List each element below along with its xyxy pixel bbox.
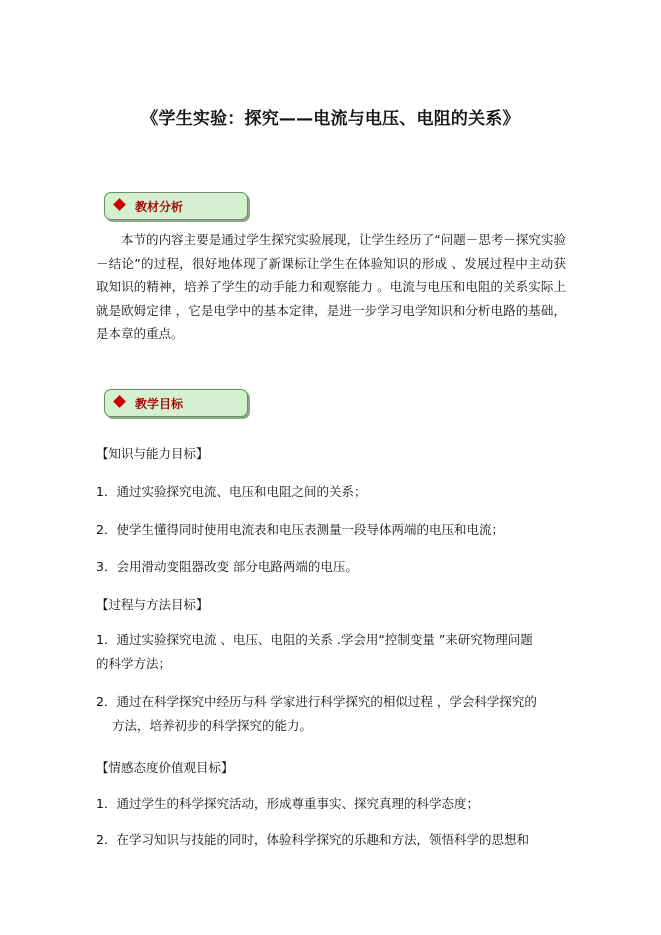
analysis-paragraph: 本节的内容主要是通过学生探究实验展现，让学生经历了“问题－思考－探究实验－结论”的过程，很好地体现了新课标让学生在体验知识的形成 、发展过程中主动获取知识的精神，培养了学生的动手能力和观察能力 。电流与电压和电阻的关系实际上就是欧姆定律 ，它是电学中的基本定律，是进一步学习电学知识和分析电路的基础，是本章的重点。 (96, 232, 566, 341)
process-goal-item: 2．通过在科学探究中经历与科 学家进行科学探究的相似过程 ，学会科学探究的 (96, 694, 537, 709)
knowledge-goals-heading: 【知识与能力目标】 (96, 446, 209, 461)
section-tab-analysis (104, 192, 248, 220)
process-goal-item: 1．通过实验探究电流 、电压、电阻的关系 .学会用“控制变量 ”来研究物理问题 (96, 632, 533, 647)
section-label: 教学目标 (135, 397, 184, 411)
emotion-goal-item: 1．通过学生的科学探究活动，形成尊重事实、探究真理的科学态度； (96, 796, 479, 811)
knowledge-goal-item: 1．通过实验探究电流、电压和电阻之间的关系； (96, 484, 367, 499)
section-label: 教材分析 (135, 200, 184, 214)
document-title: 《学生实验：探究——电流与电压、电阻的关系》 (141, 109, 520, 129)
knowledge-goal-item: 2．使学生懂得同时使用电流表和电压表测量一段导体两端的电压和电流； (96, 522, 504, 537)
diamond-bullet-icon (113, 395, 126, 408)
process-goal-item-continued: 方法，培养初步的科学探究的能力。 (112, 718, 313, 733)
diamond-bullet-icon (113, 198, 126, 211)
process-goal-item-continued: 的科学方法； (96, 656, 172, 671)
knowledge-goal-item: 3．会用滑动变阻器改变 部分电路两端的电压。 (96, 559, 358, 574)
emotion-goal-item: 2．在学习知识与技能的同时，体验科学探究的乐趣和方法，领悟科学的思想和 (96, 832, 529, 847)
process-goals-heading: 【过程与方法目标】 (96, 597, 209, 612)
emotion-goals-heading: 【情感态度价值观目标】 (96, 760, 234, 775)
section-tab-goals (104, 389, 248, 417)
